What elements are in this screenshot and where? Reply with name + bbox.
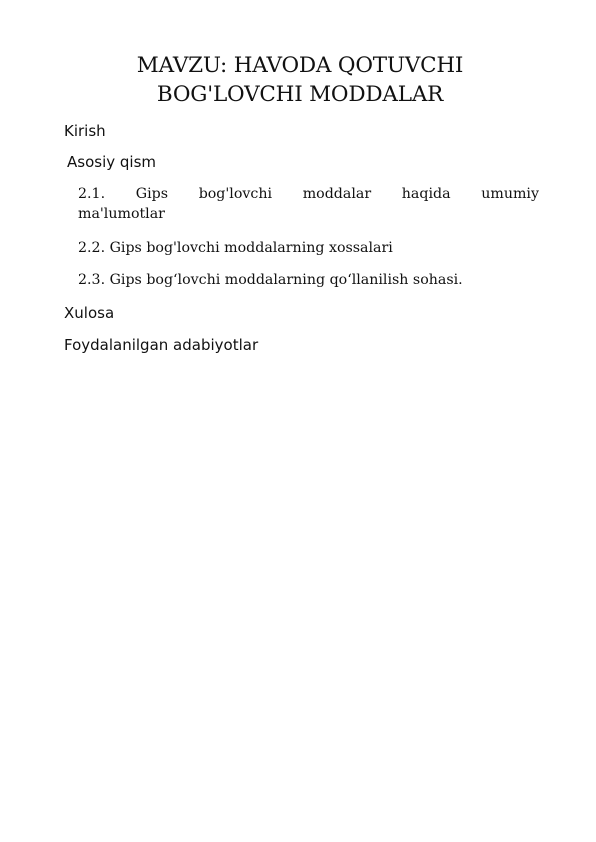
section-2-1-second-line: ma'lumotlar [78, 206, 165, 222]
main-part-heading: Asosiy qism [67, 153, 156, 171]
section-2-1-first-line [78, 184, 539, 204]
section-2-1-word: moddalar [302, 186, 372, 202]
section-2-1-word: bog'lovchi [198, 186, 273, 202]
section-item-2-3: 2.3. Gips bog‘lovchi moddalarning qo‘llanilish sohasi. [78, 272, 463, 288]
conclusion-heading: Xulosa [64, 304, 115, 322]
section-2-1-word: umumiy [481, 186, 539, 202]
section-2-1-word: haqida [401, 186, 451, 202]
section-2-1-word: 2.1. [78, 186, 106, 202]
section-item-2-2: 2.2. Gips bog'lovchi moddalarning xossalari [78, 240, 393, 256]
title-line-1: MAVZU: HAVODA QOTUVCHI [136, 53, 464, 78]
section-item-2-1 [78, 184, 539, 224]
section-2-1-word: Gips [135, 186, 168, 202]
document-title [60, 51, 540, 109]
title-line-2: BOG'LOVCHI MODDALAR [156, 82, 444, 107]
references-heading: Foydalanilgan adabiyotlar [64, 336, 259, 354]
intro-heading: Kirish [64, 122, 106, 140]
